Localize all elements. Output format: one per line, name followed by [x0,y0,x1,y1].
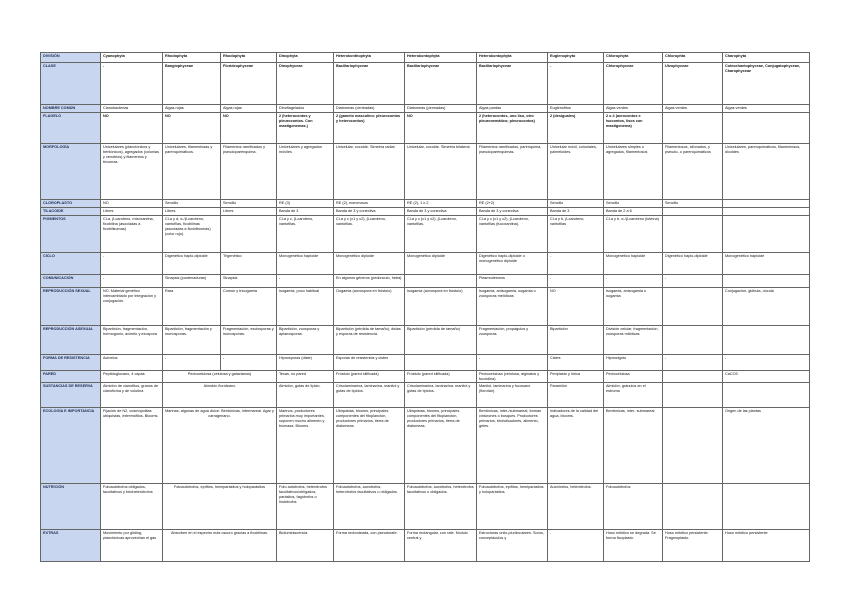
cell-ciclo-1: - [101,253,163,275]
cell-sexual-4: Isogamia, poco habitual [277,288,334,326]
cell-extras-11: Huso mitótico persistente [723,530,810,562]
cell-comunicacion-9: - [604,275,663,288]
cell-ecologia-1: Fijación de N2, cosmopolitas ubiquistas, extremófilos. Blooms. [101,408,163,484]
cell-sexual-10 [663,288,723,326]
cell-ecologia-8: Indicadores de la calidad del agua, blooms. [548,408,604,484]
cell-cloroplasto-8: Sencillo [548,200,604,208]
cell-nombre-9: Algas verdes [604,105,663,113]
cell-ciclo-3: Trigenético [221,253,277,275]
cell-pigmentos-7: Cl-a y c (c1 y c2), β-caroteno, xantofilas (fucoxantina). [477,216,548,253]
table-row-morfologia [41,144,810,200]
cell-comunicacion-6 [405,275,477,288]
cell-resistencia-11: - [723,355,810,371]
cell-flagelo-8: 2 (desiguales) [548,113,604,144]
row-header-clase: CLASE [41,63,101,105]
cell-asexual-8: Bipartición [548,326,604,355]
cell-reserva-10 [663,383,723,408]
cell-pigmentos-11 [723,216,810,253]
cell-morfologia-2: Unicelulares, filamentosas y parenquimáticos. [163,144,221,200]
cell-ecologia-5: Ubiquistas, blooms, principales componentes del fitoplancton, productores primarios, tierra de diatomeas. [334,408,405,484]
cell-nutricion-4: Foto autótrofos, heterótrofos facultativos/obligados, parásitos, fagótrofos o histótrofos [277,484,334,530]
cell-clase-7: Bacillariophyceae [477,63,548,105]
cell-tilacoide-8: Banda de 3 [548,208,604,216]
cell-flagelo-9: 2 o 4 (acrocontos e isocontos, lisos con mastigonema) [604,113,663,144]
cell-asexual-9: División celular, fragmentación, zoosporas mitóticas [604,326,663,355]
cell-ecologia-11: Origen de las plantas [723,408,810,484]
cell-clase-10: Ulvophyceae [663,63,723,105]
table-row-nombre [41,105,810,113]
cell-resistencia-3: - [221,355,277,371]
cell-flagelo-6: NO [405,113,477,144]
cell-flagelo-10 [663,113,723,144]
table-row-ecologia [41,408,810,484]
cell-asexual-11 [723,326,810,355]
cell-morfologia-7: Filamentos ramificados, parénquima, pseudoparénquimas. [477,144,548,200]
cell-clase-1: - [101,63,163,105]
cell-reserva-9: Almidón, gránulos en el estroma [604,383,663,408]
cell-reserva-4: Almidón, gotas de lípido. [277,383,334,408]
cell-pared-1: Peptidoglucano, 4 capas [101,371,163,383]
cell-tilacoide-10 [663,208,723,216]
cell-clase-5: Bacillariophyceae [334,63,405,105]
cell-nutricion-9: Fotoautótrofos [604,484,663,530]
cell-ecologia-9: Bentónicas, inter- submareal. [604,408,663,484]
cell-pared-9: Pectocelulosa [604,371,663,383]
cell-ciclo-8: - [548,253,604,275]
cell-flagelo-5: 2 (gameto masculino: pleurocontos y heterocontos) [334,113,405,144]
row-header-ciclo: CICLO [41,253,101,275]
cell-comunicacion-5: En algunos géneros (pedúnculo, heba) [334,275,405,288]
cell-sexual-1: NO. Material genético intercambiado por integración y conjugación. [101,288,163,326]
cell-comunicacion-7: Plasmodesmos [477,275,548,288]
table-row-flagelo [41,113,810,144]
cell-cloroplasto-2: Sencillo [163,200,221,208]
table-row-sexual [41,288,810,326]
table-row-cloroplasto [41,200,810,208]
cell-morfologia-10: Filamentosos, sifonados, y pseudo- o parenquimáticos [663,144,723,200]
cell-pared-5: Frústulo (pared silificada) [334,371,405,383]
cell-ciclo-6: Monogenético diploide [405,253,477,275]
cell-ciclo-10: Digenético haplo-diploide [663,253,723,275]
row-header-morfologia: MORFOLOGÍA [41,144,101,200]
cell-resistencia-8: Cistes [548,355,604,371]
cell-extras-5: Forma redondeada, con pseudorafe. [334,530,405,562]
cell-ciclo-4: Monogenético haploide [277,253,334,275]
cell-pigmentos-4: Cl-a y c, β-caroteno, xantofilas. [277,216,334,253]
cell-sexual-11: Conjugación, glóbula, núcula [723,288,810,326]
cell-division-8: Euglenophyta [548,53,604,63]
cell-ecologia-7: Bentónicas, inter-/submareal, forman cinturones o bosques. Productores primarios, bioindicadores, alimento, geles. [477,408,548,484]
cell-pared-2: Pectocelulosa (celulosa y galactanos) [163,371,277,383]
cell-nutricion-1: Fotoautótrofos obligados, facultativos y fotoheterótrofos [101,484,163,530]
row-header-pared: PARED [41,371,101,383]
table-row-nutricion [41,484,810,530]
row-header-reserva: SUSTANCIAS DE RESERVA [41,383,101,408]
cell-ecologia-2: Marinas, algunas de agua dulce. Bentónicas, intermareal. Agar y carragenano. [163,408,277,484]
row-header-cloroplasto: CLOROPLASTO [41,200,101,208]
table-row-pigmentos [41,216,810,253]
cell-flagelo-11 [723,113,810,144]
cell-pared-4: Tecas, no pared [277,371,334,383]
cell-pigmentos-1: Cl-a, β-caroteno, mixoxantina, ficobilina (asociadas a ficobilisomas) [101,216,163,253]
cell-nutricion-8: Auxótrofos, heterótrofos. [548,484,604,530]
cell-resistencia-7: - [477,355,548,371]
cell-morfologia-4: Unicelulares y agregados móviles [277,144,334,200]
cell-nombre-10: Algas verdes [663,105,723,113]
cell-nutricion-2: Fotoautótrofos, epífitos, hemiparásitos y holoparásitos [163,484,277,530]
cell-cloroplasto-3: Sencillo [221,200,277,208]
cell-extras-4: Bioluminiscencia. [277,530,334,562]
cell-morfologia-11: Unicelulares, parenquimáticos, filamentosos, dicoides [723,144,810,200]
cell-ecologia-10 [663,408,723,484]
cell-division-2: Rhodophyta [163,53,221,63]
cell-tilacoide-6: Banda de 3 y conectiva [405,208,477,216]
cell-reserva-2: Almidón florídeano [163,383,277,408]
cell-reserva-1: Almidón de cianofitos, granos de cianoficina y de volutina [101,383,163,408]
cell-extras-1: Movimiento por gliding, planctónicas aprovechan el gas [101,530,163,562]
row-header-ecologia: ECOLOGÍA E IMPORTANCIA [41,408,101,484]
cell-nutricion-11 [723,484,810,530]
cell-asexual-7: Fragmentación, propágulos y zoosporas [477,326,548,355]
cell-nombre-8: Euglenofitos [548,105,604,113]
row-header-flagelo: FLAGELO [41,113,101,144]
cell-resistencia-5: Esporas de resistencia y cistes [334,355,405,371]
cell-clase-3: Florideophyceae [221,63,277,105]
cell-reserva-11 [723,383,810,408]
cell-division-4: Dinophyta [277,53,334,63]
cell-morfologia-1: Unicelulares (planctónicos y bentónicos), agregados (colonias y cenobios) y filamentos y tricomas. [101,144,163,200]
cell-reserva-6: Crisolaminarina, laminarina, manitol y gotas de lípidos. [405,383,477,408]
cell-clase-6: Bacillariophyceae [405,63,477,105]
cell-nutricion-10 [663,484,723,530]
cell-asexual-4: Bipartición, zoosporas y aplanosporas. [277,326,334,355]
cell-asexual-3: Fragmentación, esciosporas y monosporas. [221,326,277,355]
table-row-division [41,53,810,63]
cell-tilacoide-4: Banda de 3 [277,208,334,216]
cell-sexual-5: Oogamia (auxospora en frústulo) [334,288,405,326]
cell-tilacoide-5: Banda de 3 y conectiva [334,208,405,216]
cell-morfologia-3: Filamentos ramificados y pseudoparénquima. [221,144,277,200]
cell-asexual-6: Bipartición (pérdida de tamaño) [405,326,477,355]
cell-cloroplasto-1: NO [101,200,163,208]
cell-division-3: Rhodophyta [221,53,277,63]
cell-pigmentos-9: Cl-a y b, α-/β-caroteno (luteína) [604,216,663,253]
cell-comunicacion-10: - [663,275,723,288]
cell-cloroplasto-6: RE (2), 1 o 2 [405,200,477,208]
cell-morfologia-9: Unicelulares simples o agregados, filamentosos [604,144,663,200]
cell-comunicacion-3: Sinapsis [221,275,277,288]
cell-clase-8: - [548,63,604,105]
cell-flagelo-3: NO [221,113,277,144]
cell-ecologia-4: Marinos, productores primarios muy importantes, suponen mucho alimento y biomasa. Blooms. [277,408,334,484]
cell-nombre-1: Cianobacterias [101,105,163,113]
cell-tilacoide-2: Libres [163,208,221,216]
cell-comunicacion-11 [723,275,810,288]
cell-nombre-6: Diatomeas (pennadas) [405,105,477,113]
cell-cloroplasto-9: Sencillo [604,200,663,208]
cell-cloroplasto-7: RE (2+2) [477,200,548,208]
cell-sexual-9: Isogamia, anisogamia u oogamia [604,288,663,326]
cell-extras-6: Forma rectangular, con rafe. Nódulo central y [405,530,477,562]
table-row-extras [41,530,810,562]
row-header-tilacoide: TILACOIDE [41,208,101,216]
cell-ciclo-9: Monogenético haploide [604,253,663,275]
cell-comunicacion-8: - [548,275,604,288]
cell-resistencia-10: - [663,355,723,371]
cell-cloroplasto-4: RE (3) [277,200,334,208]
cell-ciclo-2: Digenético haplo-diploide [163,253,221,275]
cell-nombre-11: Algas verdes [723,105,810,113]
cell-clase-4: Dinophyceae [277,63,334,105]
cell-nutricion-7: Fotoautótrofos, epífitos, hemiparásitos y holoparásitos. [477,484,548,530]
cell-ecologia-6: Ubiquistas, blooms, principales componentes del fitoplancton, productores primarios, tierra de diatomeas. [405,408,477,484]
cell-nombre-2: Algas rojas [163,105,221,113]
cell-resistencia-2: - [163,355,221,371]
cell-sexual-8: NO [548,288,604,326]
cell-pared-6: Frústulo (pared silificada) [405,371,477,383]
cell-asexual-2: Bipartición, fragmentación y monosporas. [163,326,221,355]
cell-asexual-10 [663,326,723,355]
cell-flagelo-2: NO [163,113,221,144]
table-row-asexual [41,326,810,355]
cell-sexual-2: Rara [163,288,221,326]
cell-clase-9: Chlorophyceae [604,63,663,105]
cell-division-11: Charophyta [723,53,810,63]
row-header-comunicacion: COMUNICACIÓN [41,275,101,288]
cell-pared-10 [663,371,723,383]
cell-sexual-3: Común y trioogamia [221,288,277,326]
cell-extras-8: - [548,530,604,562]
cell-comunicacion-1: - [101,275,163,288]
cell-ciclo-11: Monogenético haploide [723,253,810,275]
cell-tilacoide-3: Libres [221,208,277,216]
cell-division-6: Heterokontophyta [405,53,477,63]
cell-sexual-7: Isogamia, anisogamia, oogamia o zoosporas meióticas [477,288,548,326]
cell-cloroplasto-10: Sencillo [663,200,723,208]
cell-cloroplasto-5: RE (2), numerosos [334,200,405,208]
cell-resistencia-6 [405,355,477,371]
cell-clase-2: Bangiophyceae [163,63,221,105]
cell-pigmentos-5: Cl-a y c (c1 y c2), β-caroteno, xantofilas. [334,216,405,253]
row-header-nutricion: NUTRICIÓN [41,484,101,530]
cell-pared-7: Pectocelulosa (celulosa, alginatos y fucoidina) [477,371,548,383]
cell-asexual-5: Bipartición (pérdida de tamaño), dislas y esporas de resistencia. [334,326,405,355]
cell-resistencia-9: Hipnozigoto [604,355,663,371]
cell-resistencia-4: Hipnosporas (diste) [277,355,334,371]
cell-nombre-3: Algas rojas [221,105,277,113]
row-header-resistencia: FORMA DE RESISTENCIA [41,355,101,371]
cell-flagelo-1: NO [101,113,163,144]
cell-division-10: Chlorophta [663,53,723,63]
cell-pared-8: Periplasto y lórica [548,371,604,383]
cell-flagelo-4: 2 (heterocontos y pleurocontos. Con mastigonemas.) [277,113,334,144]
cell-extras-10: Huso mitótico persistente. Fragmoplasto. [663,530,723,562]
cell-nombre-5: Diatomeas (centradas) [334,105,405,113]
cell-asexual-1: Bipartición, fragmentación, hormogonio, acineto y exospora [101,326,163,355]
cell-tilacoide-1: Libres [101,208,163,216]
cell-tilacoide-7: Banda de 3 y conectiva [477,208,548,216]
cell-pared-11: CaCO3 [723,371,810,383]
cell-sexual-6: Isogamia (auxospora en frústulo) [405,288,477,326]
cell-comunicacion-2: Sinapsis (puntenaduras) [163,275,221,288]
cell-flagelo-7: 2 (heterocontos, uno liso, otro pleuronemático; pleurocontos) [477,113,548,144]
cell-reserva-5: Crisolaminarina, laminarina, manitol y gotas de lípidos. [334,383,405,408]
cell-division-5: Heterokonthophyta [334,53,405,63]
row-header-nombre: NOMBRE COMÚN [41,105,101,113]
table-row-ciclo [41,253,810,275]
cell-ciclo-5: Monogenético diploide [334,253,405,275]
cell-cloroplasto-11 [723,200,810,208]
table-row-clase [41,63,810,105]
cell-pigmentos-6: Cl-a y c (c1 y c2), β-caroteno, xantofilas. [405,216,477,253]
cell-tilacoide-11 [723,208,810,216]
table-row-reserva [41,383,810,408]
cell-division-1: Cyanophyta [101,53,163,63]
row-header-pigmentos: PIGMENTOS [41,216,101,253]
cell-nombre-7: Algas pardas [477,105,548,113]
cell-morfologia-6: Unicelular, cocoide. Simetría bilateral. [405,144,477,200]
cell-division-7: Heterokontophyta [477,53,548,63]
cell-nombre-4: Dinoflagelados [277,105,334,113]
table-row-tilacoide [41,208,810,216]
row-header-extras: EXTRAS [41,530,101,562]
cell-clase-11: Coleochaetophyceae, Conjugatophyceae, Charophyceae [723,63,810,105]
table-row-comunicacion [41,275,810,288]
cell-tilacoide-9: Banda de 2 a 6 [604,208,663,216]
cell-comunicacion-4: - [277,275,334,288]
cell-nutricion-6: Fotoautótrofos, auxótrofos, heterótrofos facultativos u obligados. [405,484,477,530]
cell-extras-2: Absorben en el espectro más oscuro gracias a ficobilinas. [163,530,277,562]
table-row-resistencia [41,355,810,371]
cell-nutricion-5: Fotoautótrofos, auxótrofos, heterótrofos facultativos u obligados. [334,484,405,530]
cell-morfologia-5: Unicelular, cocoide. Simetría radial. [334,144,405,200]
cell-morfologia-8: Unicelular móvil, coloniales, palmeloides. [548,144,604,200]
row-header-asexual: REPRODUCCIÓN ASEXUAL [41,326,101,355]
row-header-sexual: REPRODUCCIÓN SEXUAL [41,288,101,326]
cell-resistencia-1: Acinetos [101,355,163,371]
cell-division-9: Chlorophyta [604,53,663,63]
cell-pigmentos-3 [221,216,277,253]
comparison-table [40,52,810,562]
cell-extras-9: Huso mitótico se degrada. Se forma ficoplasto. [604,530,663,562]
cell-ciclo-7: Digenético haplo-diploide o monogenético diploide [477,253,548,275]
cell-extras-7: Estructuras unilo-pluriloculares. Soros, conceptáculos y [477,530,548,562]
cell-pigmentos-8: Cl-a y b, β-caroteno, xantofilas [548,216,604,253]
cell-pigmentos-10 [663,216,723,253]
table-row-pared [41,371,810,383]
cell-pigmentos-2: Cl-a y d, α-/β-caroteno, xantofilas, ficobilinas (asociadas a ficobilisomas) (color rojo). [163,216,221,253]
cell-reserva-7: Manitol, laminarina y fucosano (florotán). [477,383,548,408]
cell-reserva-8: Paramilón [548,383,604,408]
row-header-division: DIVISIÓN [41,53,101,63]
